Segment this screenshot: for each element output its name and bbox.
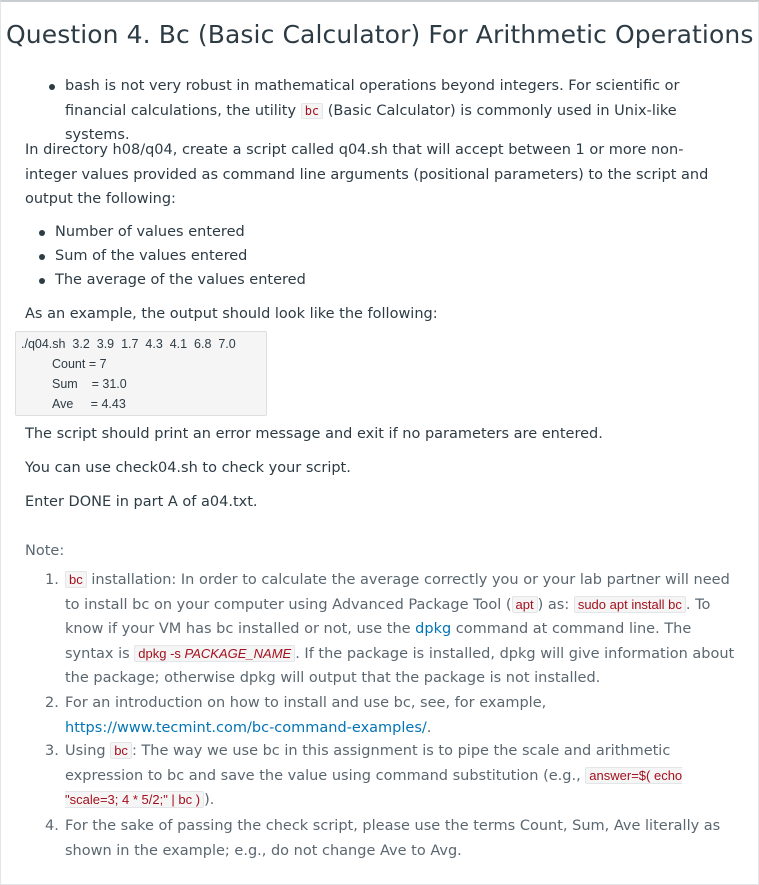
bc-code: bc	[65, 571, 87, 588]
tecmint-link[interactable]: https://www.tecmint.com/bc-command-examples/	[65, 719, 427, 736]
dpkg-syntax-code	[134, 645, 295, 662]
note-number: 4.	[45, 818, 59, 834]
example-intro: As an example, the output should look like the following:	[25, 306, 438, 322]
intro-bullet	[65, 74, 735, 148]
note-number: 3.	[45, 743, 59, 759]
note-text: For an introduction on how to install and use bc, see, for example,	[65, 695, 547, 711]
check-paragraph: You can use check04.sh to check your script.	[25, 460, 351, 476]
intro-text-pre: bash is not very robust in mathematical operations beyond integers. For scientific or financial calculations, the utility	[65, 78, 680, 119]
note-text: . If the package is installed, dpkg will give information about the package; otherwise dpkg will output that the package is not installed.	[65, 645, 735, 686]
note-text: ) as:	[537, 596, 574, 613]
done-paragraph: Enter DONE in part A of a04.txt.	[25, 494, 258, 510]
note-number: 2.	[45, 695, 59, 711]
question-title: Question 4. Bc (Basic Calculator) For Arithmetic Operations	[6, 20, 754, 49]
dpkg-syntax-text: dpkg -s	[138, 645, 185, 661]
answer-expression-code: answer=$( echo "scale=3; 4 * 5/2;" | bc )	[65, 767, 683, 807]
example-ave: Ave = 4.43	[52, 397, 126, 411]
note-text: command at command line. The syntax is	[65, 621, 692, 662]
bc-code: bc	[301, 103, 323, 119]
intro-text-post: (Basic Calculator) is commonly used in Unix-like systems.	[65, 102, 677, 143]
example-output-block	[15, 331, 267, 416]
dpkg-link[interactable]: dpkg	[415, 621, 452, 637]
note-item-4	[45, 814, 735, 863]
note-item-1	[45, 568, 735, 691]
instructions-paragraph: In directory h08/q04, create a script called q04.sh that will accept between 1 or more non-integer values provided as command line arguments (positional parameters) to the script and output the following:	[25, 142, 709, 207]
bc-code: bc	[110, 742, 132, 759]
note-text: Using	[65, 743, 111, 759]
note-item-3	[45, 739, 735, 813]
note-item-2	[45, 691, 735, 740]
note-label: Note:	[25, 543, 65, 559]
note-text: . To know if your VM has bc installed or not, use the	[65, 596, 711, 637]
package-name-placeholder: PACKAGE_NAME	[184, 645, 292, 661]
note-number: 1.	[45, 572, 59, 588]
install-command-code: sudo apt install bc	[574, 596, 686, 613]
note-text: For the sake of passing the check script, please use the terms Count, Sum, Ave literally as shown in the example; e.g., do not change Ave to Avg.	[65, 818, 721, 859]
output-item-count: Number of values entered	[55, 220, 245, 245]
note-text: installation: In order to calculate the average correctly you or your lab partner will need to install bc on your computer using Advanced Package Tool (	[65, 572, 730, 613]
apt-code: apt	[512, 596, 538, 613]
example-count: Count = 7	[52, 357, 107, 371]
output-item-average: The average of the values entered	[55, 268, 306, 293]
output-item-sum: Sum of the values entered	[55, 244, 247, 269]
note-text: : The way we use bc in this assignment is to pipe the scale and arithmetic expression to bc and save the value using command substitution (e.g.,	[65, 743, 671, 784]
example-command: ./q04.sh 3.2 3.9 1.7 4.3 4.1 6.8 7.0	[21, 337, 236, 351]
example-sum: Sum = 31.0	[52, 377, 127, 391]
note-text: .	[426, 719, 432, 736]
error-paragraph: The script should print an error message and exit if no parameters are entered.	[25, 426, 603, 442]
note-text: ).	[204, 792, 215, 808]
